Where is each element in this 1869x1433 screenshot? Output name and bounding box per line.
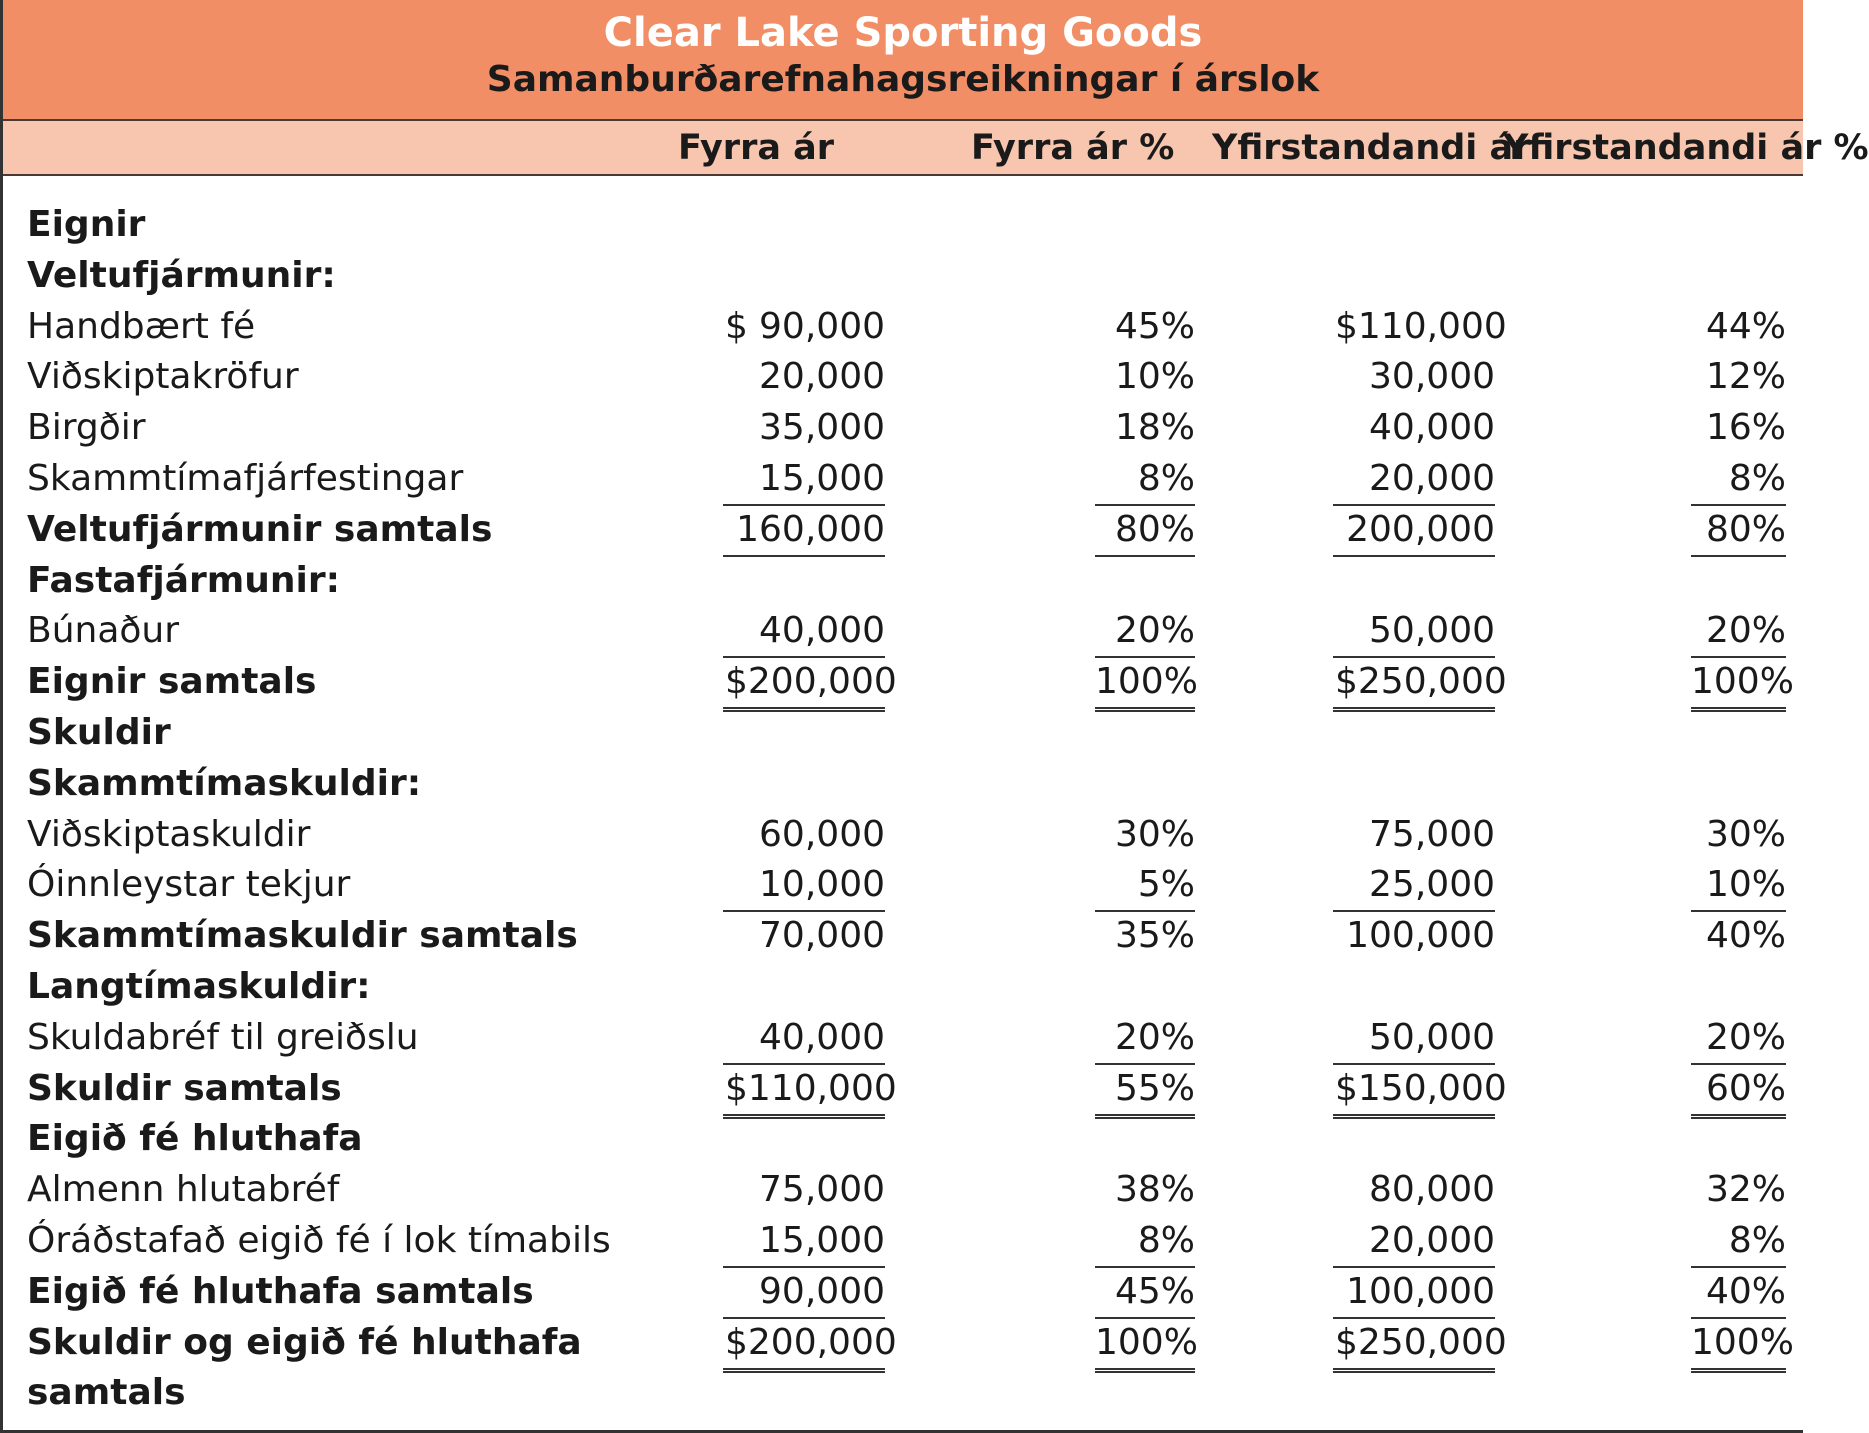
cell-value: 90,000 [759, 305, 885, 347]
cell-value: 20% [1114, 610, 1195, 652]
column-header-current-year: Yfirstandandi ár [1212, 128, 1531, 168]
current-year-percent [1691, 810, 1786, 860]
table-row [3, 302, 1803, 353]
cell-value: 20% [1114, 1016, 1195, 1058]
cell-value: 40,000 [1369, 407, 1495, 449]
row-label: Veltufjármunir: [27, 254, 336, 296]
current-year-value [1333, 1165, 1495, 1215]
cell-value: 30% [1705, 813, 1786, 855]
row-label: Skammtímaskuldir: [27, 762, 422, 804]
cell-value: 60,000 [759, 813, 885, 855]
table-row [3, 708, 1803, 759]
current-year-percent [1691, 1165, 1786, 1215]
prior-year-value [723, 1216, 885, 1268]
cell-value: 50,000 [1369, 610, 1495, 652]
prior-year-percent [1095, 454, 1195, 506]
table-row [3, 657, 1803, 708]
cell-value: 50,000 [1369, 1016, 1495, 1058]
prior-year-value [723, 657, 897, 712]
row-label: Eignir samtals [27, 661, 317, 703]
current-year-value [1333, 352, 1495, 402]
cell-value: 100% [1691, 661, 1794, 703]
current-year-value [1333, 1318, 1507, 1373]
prior-year-percent [1095, 657, 1198, 712]
table-row [3, 1216, 1803, 1267]
row-label: Óinnleystar tekjur [27, 864, 351, 906]
current-year-percent [1691, 606, 1786, 658]
row-label: Skammtímafjárfestingar [27, 457, 464, 499]
prior-year-percent [1095, 1064, 1195, 1119]
column-header-current-year-percent: Yfirstandandi ár % [1503, 128, 1869, 168]
cell-value: 8% [1137, 1219, 1195, 1261]
prior-year-percent [1095, 1318, 1198, 1373]
cell-value: 60% [1705, 1067, 1786, 1109]
current-year-value [1333, 911, 1495, 961]
cell-value: 15,000 [759, 1219, 885, 1261]
table-row [3, 1114, 1803, 1165]
prior-year-percent [1095, 1013, 1195, 1065]
prior-year-percent [1095, 1165, 1195, 1215]
cell-value: 75,000 [759, 1169, 885, 1211]
current-year-percent [1691, 1267, 1786, 1319]
table-row [3, 1013, 1803, 1064]
row-label: Fastafjármunir: [27, 559, 341, 601]
cell-value: 8% [1728, 457, 1786, 499]
cell-value: 18% [1114, 407, 1195, 449]
currency-symbol: $ [725, 305, 748, 347]
current-year-value [1333, 860, 1495, 912]
current-year-percent [1691, 1064, 1786, 1119]
row-label: Langtímaskuldir: [27, 965, 371, 1007]
cell-value: 8% [1137, 457, 1195, 499]
cell-value: $250,000 [1335, 1321, 1507, 1363]
cell-value: $110,000 [725, 1067, 897, 1109]
prior-year-percent [1095, 606, 1195, 658]
row-label: Viðskiptakröfur [27, 356, 299, 398]
prior-year-percent [1095, 810, 1195, 860]
current-year-percent [1691, 657, 1794, 712]
cell-value: 35% [1114, 915, 1195, 957]
prior-year-value [723, 1267, 885, 1319]
current-year-percent [1691, 454, 1786, 506]
table-row [3, 556, 1803, 607]
cell-value: 38% [1114, 1169, 1195, 1211]
prior-year-percent [1095, 352, 1195, 402]
cell-value: 16% [1705, 407, 1786, 449]
cell-value: 20% [1705, 1016, 1786, 1058]
table-row [3, 1368, 1803, 1419]
statement-rows [3, 200, 1803, 1419]
cell-value: 100,000 [1346, 1270, 1495, 1312]
cell-value: 160,000 [736, 508, 885, 550]
current-year-percent [1691, 302, 1786, 352]
table-row [3, 200, 1803, 251]
row-label: Almenn hlutabréf [27, 1169, 340, 1211]
row-label: Óráðstafað eigið fé í lok tímabils [27, 1219, 611, 1261]
prior-year-value [723, 454, 885, 506]
cell-value: 40% [1705, 1270, 1786, 1312]
column-header-prior-year-percent: Fyrra ár % [971, 128, 1175, 168]
cell-value: 32% [1705, 1169, 1786, 1211]
table-row [3, 1318, 1803, 1369]
current-year-percent [1691, 352, 1786, 402]
row-label: Eigið fé hluthafa [27, 1118, 363, 1160]
prior-year-value [723, 302, 885, 352]
cell-value: 30% [1114, 813, 1195, 855]
cell-value: 8% [1728, 1219, 1786, 1261]
cell-value: $250,000 [1335, 661, 1507, 703]
row-label: Handbært fé [27, 305, 256, 347]
current-year-value [1333, 505, 1495, 557]
cell-value: $110,000 [1335, 305, 1507, 347]
prior-year-value [723, 911, 885, 961]
cell-value: 20,000 [1369, 457, 1495, 499]
current-year-value [1333, 403, 1495, 453]
cell-value: $200,000 [725, 1321, 897, 1363]
cell-value: 10,000 [759, 864, 885, 906]
table-row [3, 759, 1803, 810]
prior-year-percent [1095, 505, 1195, 557]
current-year-percent [1691, 403, 1786, 453]
table-row [3, 454, 1803, 505]
row-label: Skuldabréf til greiðslu [27, 1016, 419, 1058]
cell-value: $150,000 [1335, 1067, 1507, 1109]
cell-value: 45% [1114, 305, 1195, 347]
column-header-prior-year: Fyrra ár [678, 128, 835, 168]
statement-title: Samanburðarefnahagsreikningar í árslok [486, 59, 1320, 100]
table-row [3, 1064, 1803, 1115]
prior-year-value [723, 1064, 897, 1119]
cell-value: 45% [1114, 1270, 1195, 1312]
current-year-value [1333, 454, 1495, 506]
current-year-value [1333, 810, 1495, 860]
table-row [3, 1165, 1803, 1216]
row-label: Skuldir samtals [27, 1067, 342, 1109]
prior-year-percent [1095, 1216, 1195, 1268]
table-row [3, 810, 1803, 861]
row-label: Eigið fé hluthafa samtals [27, 1270, 534, 1312]
prior-year-value [723, 505, 885, 557]
cell-value: 20% [1705, 610, 1786, 652]
cell-value: 200,000 [1346, 508, 1495, 550]
table-row [3, 962, 1803, 1013]
cell-value: 44% [1705, 305, 1786, 347]
row-label: Búnaður [27, 610, 180, 652]
current-year-value [1333, 1013, 1495, 1065]
table-row [3, 352, 1803, 403]
cell-value: 10% [1705, 864, 1786, 906]
row-label: Birgðir [27, 407, 146, 449]
row-label: Skuldir [27, 711, 171, 753]
row-label: Veltufjármunir samtals [27, 508, 493, 550]
prior-year-value [723, 1013, 885, 1065]
cell-value: 80,000 [1369, 1169, 1495, 1211]
current-year-percent [1691, 505, 1786, 557]
row-label: Eignir [27, 204, 146, 245]
cell-value: 100% [1095, 1321, 1198, 1363]
cell-value: $200,000 [725, 661, 897, 703]
cell-value: 20,000 [759, 356, 885, 398]
cell-value: 20,000 [1369, 1219, 1495, 1261]
table-row [3, 860, 1803, 911]
table-row [3, 251, 1803, 302]
cell-value: 100,000 [1346, 915, 1495, 957]
row-label: Skammtímaskuldir samtals [27, 915, 578, 957]
cell-value: 5% [1137, 864, 1195, 906]
cell-value: 100% [1095, 661, 1198, 703]
cell-value: 75,000 [1369, 813, 1495, 855]
cell-value: 40,000 [759, 610, 885, 652]
table-row [3, 403, 1803, 454]
prior-year-percent [1095, 911, 1195, 961]
prior-year-percent [1095, 403, 1195, 453]
cell-value: 30,000 [1369, 356, 1495, 398]
table-row [3, 606, 1803, 657]
current-year-percent [1691, 911, 1786, 961]
prior-year-value [723, 810, 885, 860]
title-band [3, 0, 1803, 121]
cell-value: 15,000 [759, 457, 885, 499]
column-header-row [3, 121, 1869, 176]
current-year-percent [1691, 860, 1786, 912]
cell-value: 100% [1691, 1321, 1794, 1363]
current-year-value [1333, 606, 1495, 658]
cell-value: 25,000 [1369, 864, 1495, 906]
current-year-value [1333, 1064, 1507, 1119]
cell-value: 90,000 [759, 1270, 885, 1312]
company-name: Clear Lake Sporting Goods [603, 10, 1203, 56]
prior-year-value [723, 860, 885, 912]
current-year-value [1333, 1267, 1495, 1319]
cell-value: 55% [1114, 1067, 1195, 1109]
table-row [3, 911, 1803, 962]
current-year-percent [1691, 1013, 1786, 1065]
current-year-value [1333, 657, 1507, 712]
current-year-percent [1691, 1318, 1794, 1373]
current-year-value [1333, 302, 1507, 352]
prior-year-value [723, 1165, 885, 1215]
prior-year-percent [1095, 860, 1195, 912]
prior-year-value [723, 1318, 897, 1373]
cell-value: 80% [1114, 508, 1195, 550]
current-year-percent [1691, 1216, 1786, 1268]
cell-value: 40,000 [759, 1016, 885, 1058]
row-label: Skuldir og eigið fé hluthafa [27, 1321, 582, 1363]
current-year-value [1333, 1216, 1495, 1268]
prior-year-value [723, 606, 885, 658]
cell-value: 10% [1114, 356, 1195, 398]
prior-year-value [723, 352, 885, 402]
row-label: Viðskiptaskuldir [27, 813, 311, 855]
cell-value: 70,000 [759, 915, 885, 957]
prior-year-percent [1095, 302, 1195, 352]
prior-year-percent [1095, 1267, 1195, 1319]
prior-year-value [723, 403, 885, 453]
table-row [3, 1267, 1803, 1318]
table-row [3, 505, 1803, 556]
cell-value: 40% [1705, 915, 1786, 957]
cell-value: 12% [1705, 356, 1786, 398]
cell-value: 80% [1705, 508, 1786, 550]
cell-value: 35,000 [759, 407, 885, 449]
row-label: samtals [27, 1372, 186, 1414]
